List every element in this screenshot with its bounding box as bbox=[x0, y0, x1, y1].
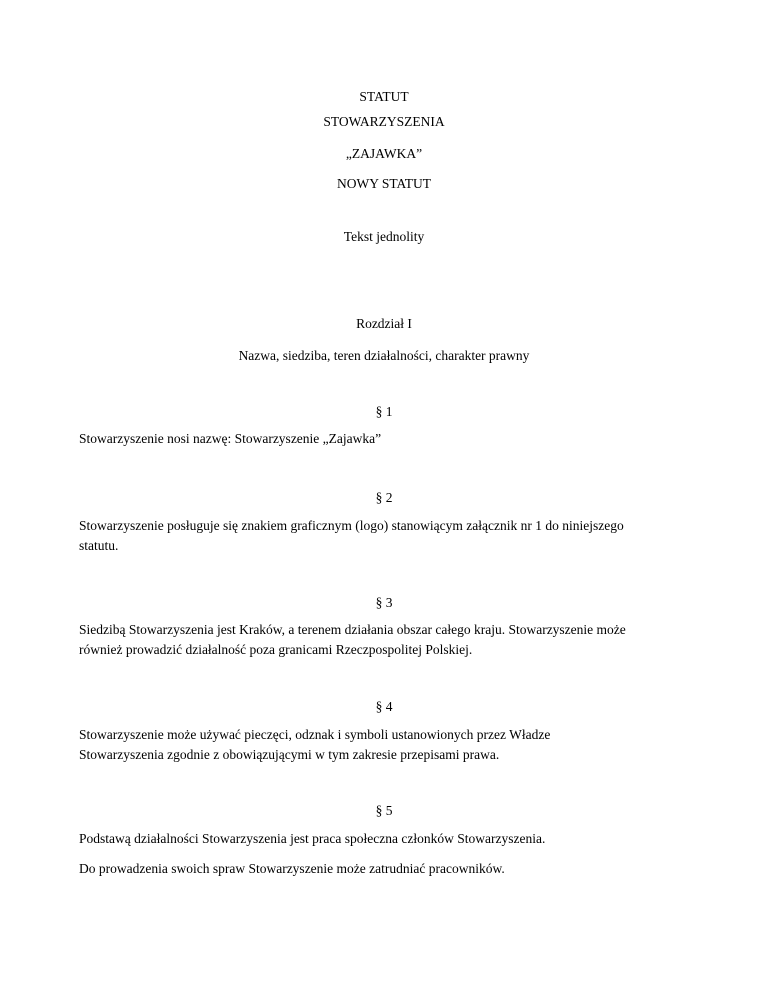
section-3-text-line-1: Siedzibą Stowarzyszenia jest Kraków, a terenem działania obszar całego kraju. Stowarzyszenie może bbox=[79, 622, 626, 637]
section-symbol-1: § 1 bbox=[375, 404, 393, 419]
section-4-text-line-2: Stowarzyszenia zgodnie z obowiązującymi w tym zakresie przepisami prawa. bbox=[79, 747, 500, 762]
title-association-name: „ZAJAWKA” bbox=[345, 146, 423, 161]
section-symbol-2: § 2 bbox=[375, 490, 393, 505]
title-stowarzyszenia: STOWARZYSZENIA bbox=[323, 114, 445, 129]
section-symbol-4: § 4 bbox=[375, 699, 393, 714]
section-5-text-line-1: Podstawą działalności Stowarzyszenia jest praca społeczna członków Stowarzyszenia. bbox=[79, 831, 546, 846]
section-1-text: Stowarzyszenie nosi nazwę: Stowarzyszenie „Zajawka” bbox=[79, 431, 382, 446]
consolidated-text-label: Tekst jednolity bbox=[343, 229, 425, 244]
section-2-text-line-1: Stowarzyszenie posługuje się znakiem graficznym (logo) stanowiącym załącznik nr 1 do niniejszego bbox=[79, 518, 624, 533]
section-3-text-line-2: również prowadzić działalność poza granicami Rzeczpospolitej Polskiej. bbox=[79, 642, 473, 657]
title-statut: STATUT bbox=[359, 89, 409, 104]
section-5-text-line-2: Do prowadzenia swoich spraw Stowarzyszenie może zatrudniać pracowników. bbox=[79, 861, 505, 876]
chapter-label: Rozdział I bbox=[356, 316, 412, 331]
section-4-text-line-1: Stowarzyszenie może używać pieczęci, odznak i symboli ustanowionych przez Władze bbox=[79, 727, 551, 742]
section-symbol-3: § 3 bbox=[375, 595, 393, 610]
section-symbol-5: § 5 bbox=[375, 803, 393, 818]
title-new-statute: NOWY STATUT bbox=[336, 176, 432, 191]
section-2-text-line-2: statutu. bbox=[79, 538, 119, 553]
chapter-heading: Nazwa, siedziba, teren działalności, charakter prawny bbox=[238, 348, 530, 363]
